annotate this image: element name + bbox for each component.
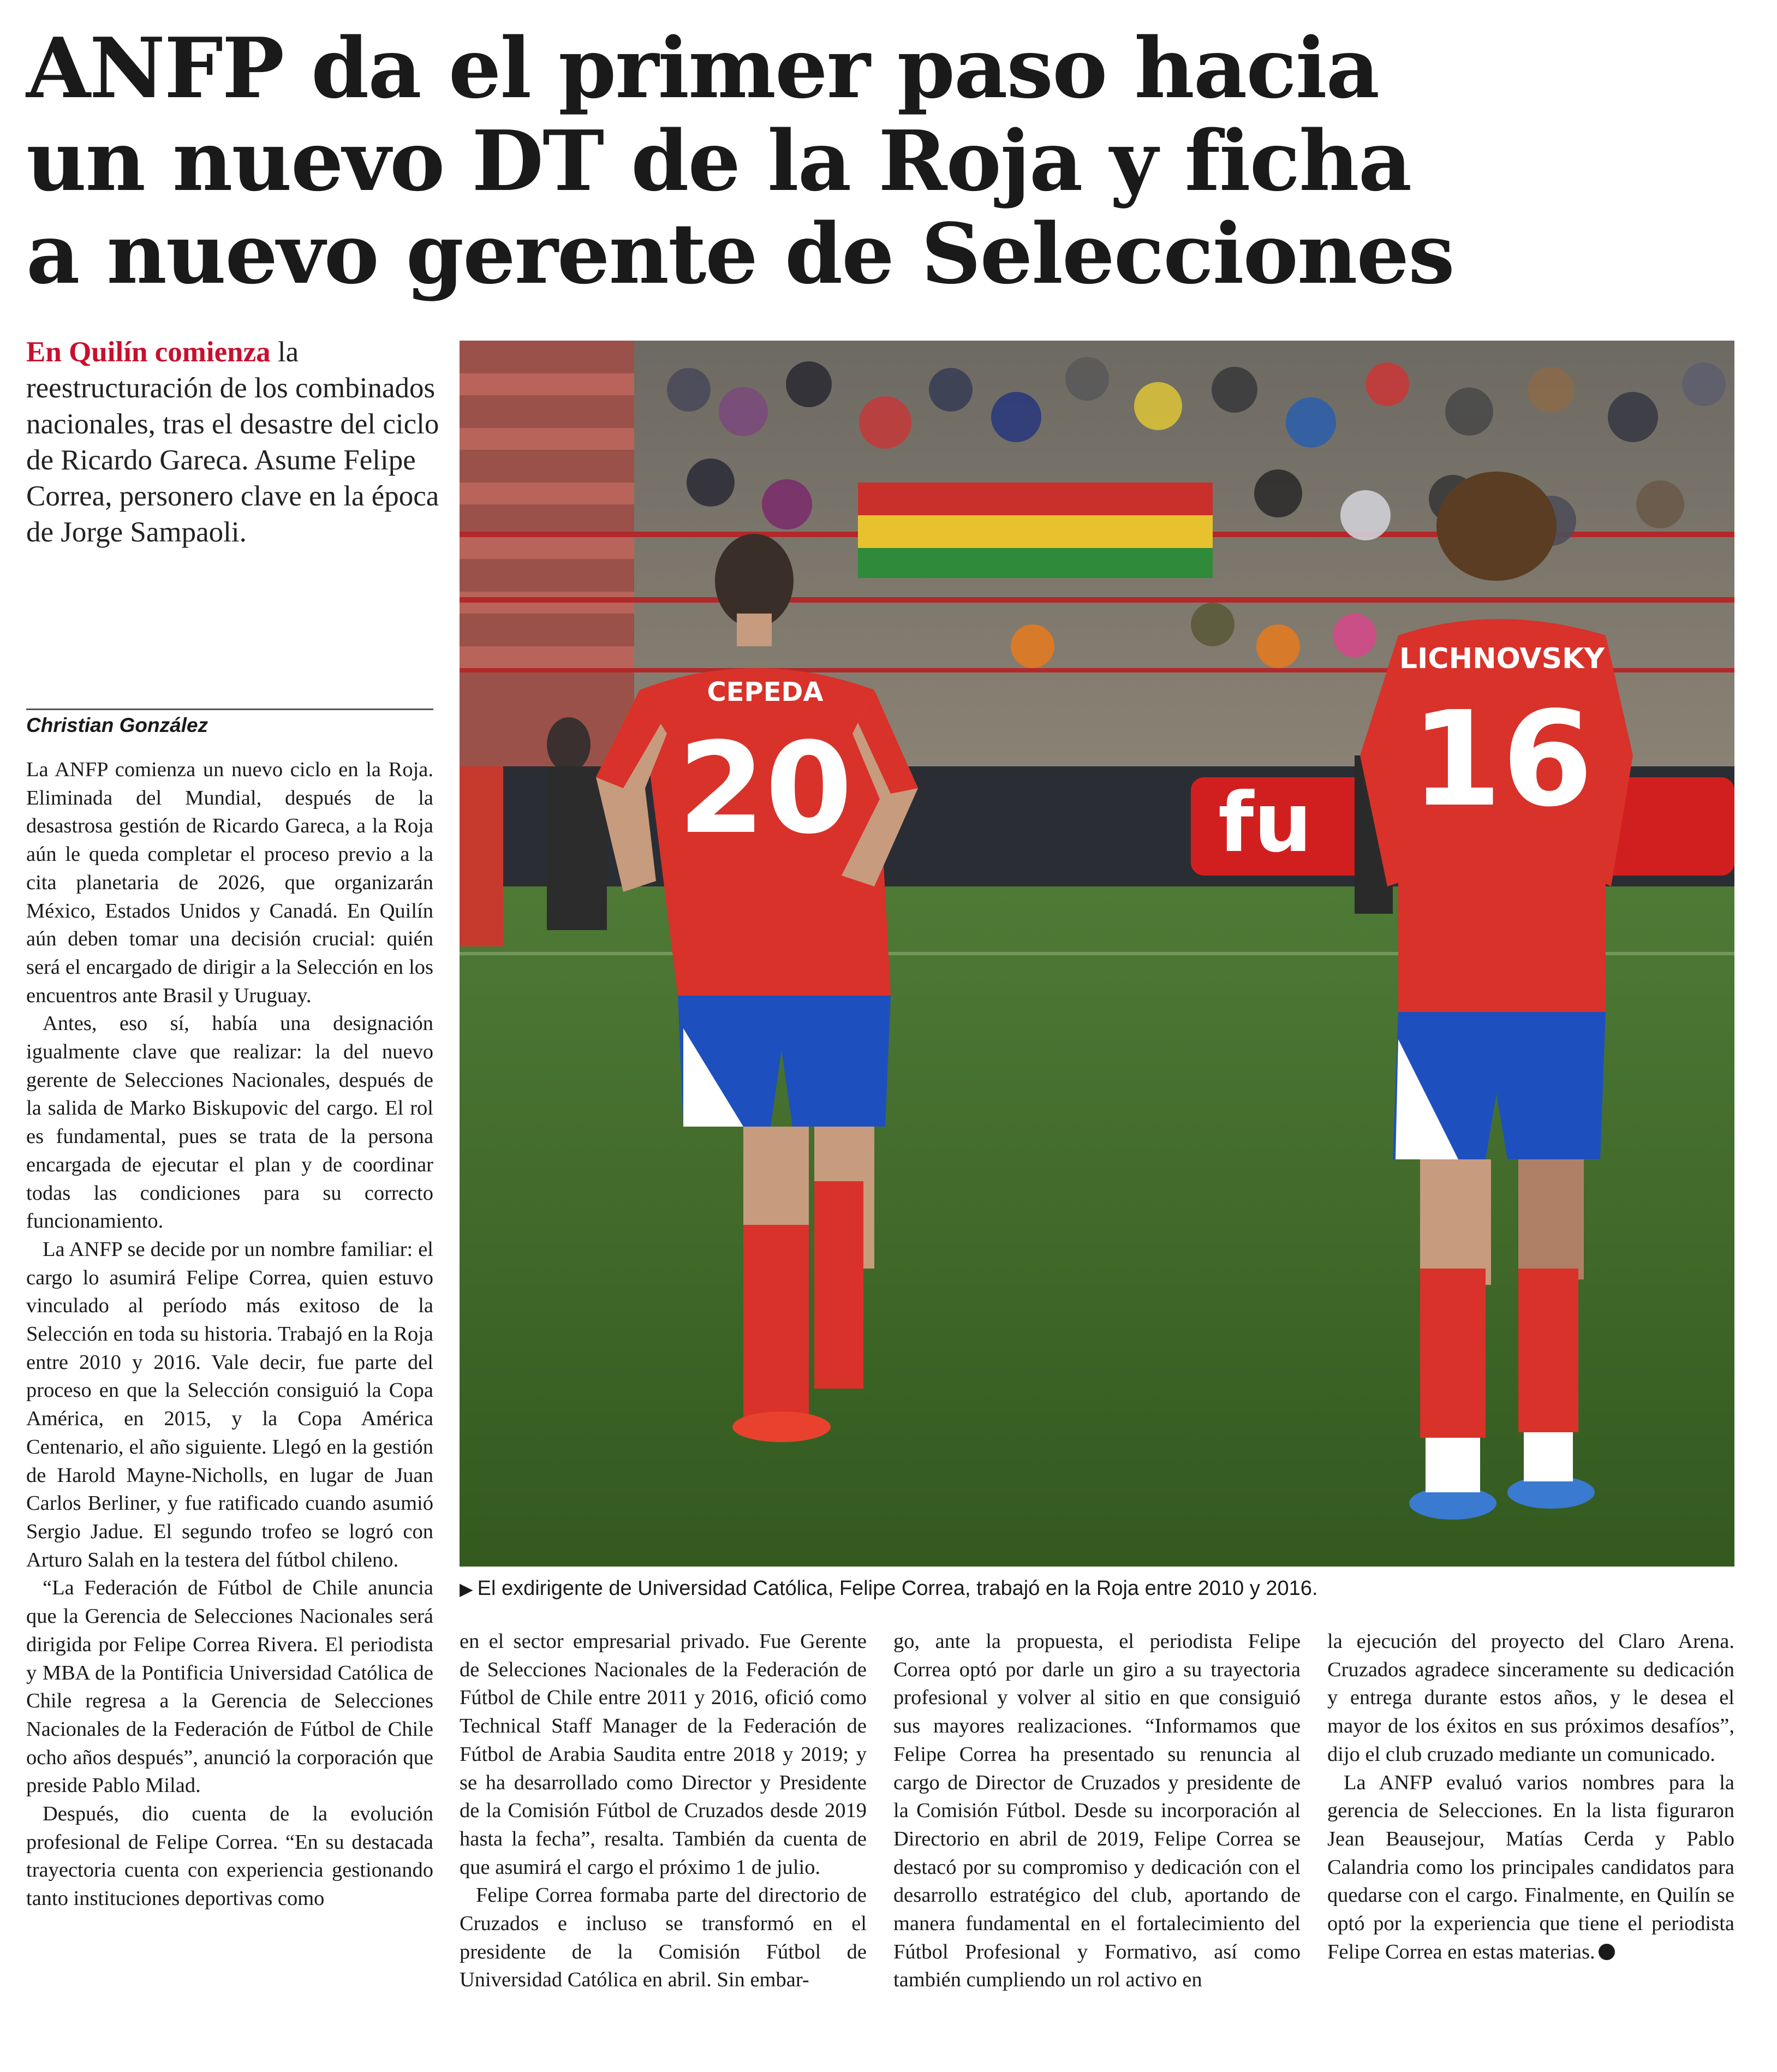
body-column-4 xyxy=(1327,1628,1734,1966)
player-number-16: 16 xyxy=(1411,683,1593,836)
headline-line: a nuevo gerente de Selecciones xyxy=(26,205,1454,302)
player-name-cepeda: CEPEDA xyxy=(707,677,824,707)
paragraph: La ANFP comienza un nuevo ciclo en la Roja. Eliminada del Mundial, después de la desastrosa gestión de Ricardo Gareca, a la Roja aún le queda completar el proceso previo a la cita planetaria de 2026, que organizarán México, Estados Unidos y Canadá. En Quilín aún deben tomar una decisión crucial: quién será el encargado de dirigir a la Selección en los encuentros ante Brasil y Uruguay. xyxy=(26,758,433,1007)
paragraph-text: La ANFP evaluó varios nombres para la gerencia de Selecciones. En la lista figuraron Jean Beausejour, Matías Cerda y Pablo Calandria como los principales candidatos para quedarse con el cargo. Finalmente, en Quilín se optó por la experiencia que tiene el periodista Felipe Correa en estas materias. xyxy=(1327,1771,1734,1963)
body-column-1 xyxy=(26,756,433,1913)
ad-board-text: fu xyxy=(1218,776,1313,871)
paragraph: la ejecución del proyecto del Claro Arena. Cruzados agradece sinceramente su dedicación y entrega durante estos años, y le desea el mayor de los éxitos en sus próximos desafíos”, dijo el club cruzado mediante un comunicado. xyxy=(1327,1630,1734,1766)
byline-rule xyxy=(26,708,433,710)
deck-lead: En Quilín comienza xyxy=(26,336,271,368)
end-mark-icon xyxy=(1599,1944,1615,1960)
paragraph: La ANFP se decide por un nombre familiar: el cargo lo asumirá Felipe Correa, quien estuvo vinculado al período más exitoso de la Selección en toda su historia. Trabajó en la Roja entre 2010 y 2016. Vale decir, fue parte del proceso en que la Selección consiguió la Copa América, en 2015, y la Copa América Centenario, el año siguiente. Llegó en la gestión de Harold Mayne-Nicholls, en lugar de Juan Carlos Berliner, y fue ratificado cuando asumió Sergio Jadue. El segundo trofeo se logró con Arturo Salah en la testera del fútbol chileno. xyxy=(26,1237,433,1571)
paragraph: Después, dio cuenta de la evolución profesional de Felipe Correa. “En su destacada trayectoria cuenta con experiencia gestionando tanto instituciones deportivas como xyxy=(26,1802,433,1910)
player-number-20: 20 xyxy=(677,716,853,862)
caption-arrow-icon: ▶ xyxy=(460,1579,473,1599)
football-players-photo xyxy=(460,341,1734,1567)
photo-caption xyxy=(460,1574,1734,1603)
article-photo xyxy=(460,341,1734,1567)
headline xyxy=(26,19,1454,302)
deck xyxy=(26,334,441,550)
deck-text: la reestructuración de los combinados nacionales, tras el desastre del ciclo de Ricardo Gareca. Asume Felipe Correa, personero clave en la época de Jorge Sampaoli. xyxy=(26,336,439,548)
player-name-lichnovsky: LICHNOVSKY xyxy=(1399,642,1605,675)
paragraph: Antes, eso sí, había una designación igualmente clave que realizar: la del nuevo gerente de Selecciones Nacionales, después de la salida de Marko Biskupovic del cargo. El rol es fundamental, pues se trata de la persona encargada de ejecutar el plan y de coordinar todas las condiciones para su correcto funcionamiento. xyxy=(26,1012,433,1233)
paragraph: en el sector empresarial privado. Fue Gerente de Selecciones Nacionales de la Federación de Fútbol de Chile entre 2011 y 2016, ofició como Technical Staff Manager de la Federación de Fútbol de Arabia Saudita entre 2018 y 2019; y se ha desarrollado como Director y Presidente de la Comisión Fútbol de Cruzados desde 2019 hasta la fecha”, resalta. También da cuenta de que asumirá el cargo el próximo 1 de julio. xyxy=(460,1630,867,1879)
caption-text: El exdirigente de Universidad Católica, Felipe Correa, trabajó en la Roja entre 2010 y 2016. xyxy=(477,1577,1318,1600)
body-column-2 xyxy=(460,1628,867,1994)
body-column-3 xyxy=(893,1628,1301,1994)
byline: Christian González xyxy=(26,714,208,736)
paragraph: “La Federación de Fútbol de Chile anuncia que la Gerencia de Selecciones Nacionales será dirigida por Felipe Correa Rivera. El periodista y MBA de la Pontificia Universidad Católica de Chile regresa a la Gerencia de Selecciones Nacionales de la Federación de Fútbol de Chile ocho años después”, anunció la corporación que preside Pablo Milad. xyxy=(26,1576,433,1797)
headline-line: un nuevo DT de la Roja y ficha xyxy=(26,112,1411,210)
paragraph: go, ante la propuesta, el periodista Felipe Correa optó por darle un giro a su trayectoria profesional y volver al sitio en que consiguió sus mayores realizaciones. “Informamos que Felipe Correa ha presentado su renuncia al cargo de Director de Cruzados y presidente de la Comisión Fútbol. Desde su incorporación al Directorio en abril de 2019, Felipe Correa se destacó por su compromiso y dedicación con el desarrollo estratégico del club, aportando de manera fundamental en el fortalecimiento del Fútbol Profesional y Formativo, así como también cumpliendo un rol activo en xyxy=(893,1630,1301,1992)
paragraph: Felipe Correa formaba parte del directorio de Cruzados e incluso se transformó en el presidente de la Comisión Fútbol de Universidad Católica en abril. Sin embar- xyxy=(460,1884,867,1992)
paragraph xyxy=(1327,1769,1734,1967)
headline-line: ANFP da el primer paso hacia xyxy=(26,19,1379,117)
